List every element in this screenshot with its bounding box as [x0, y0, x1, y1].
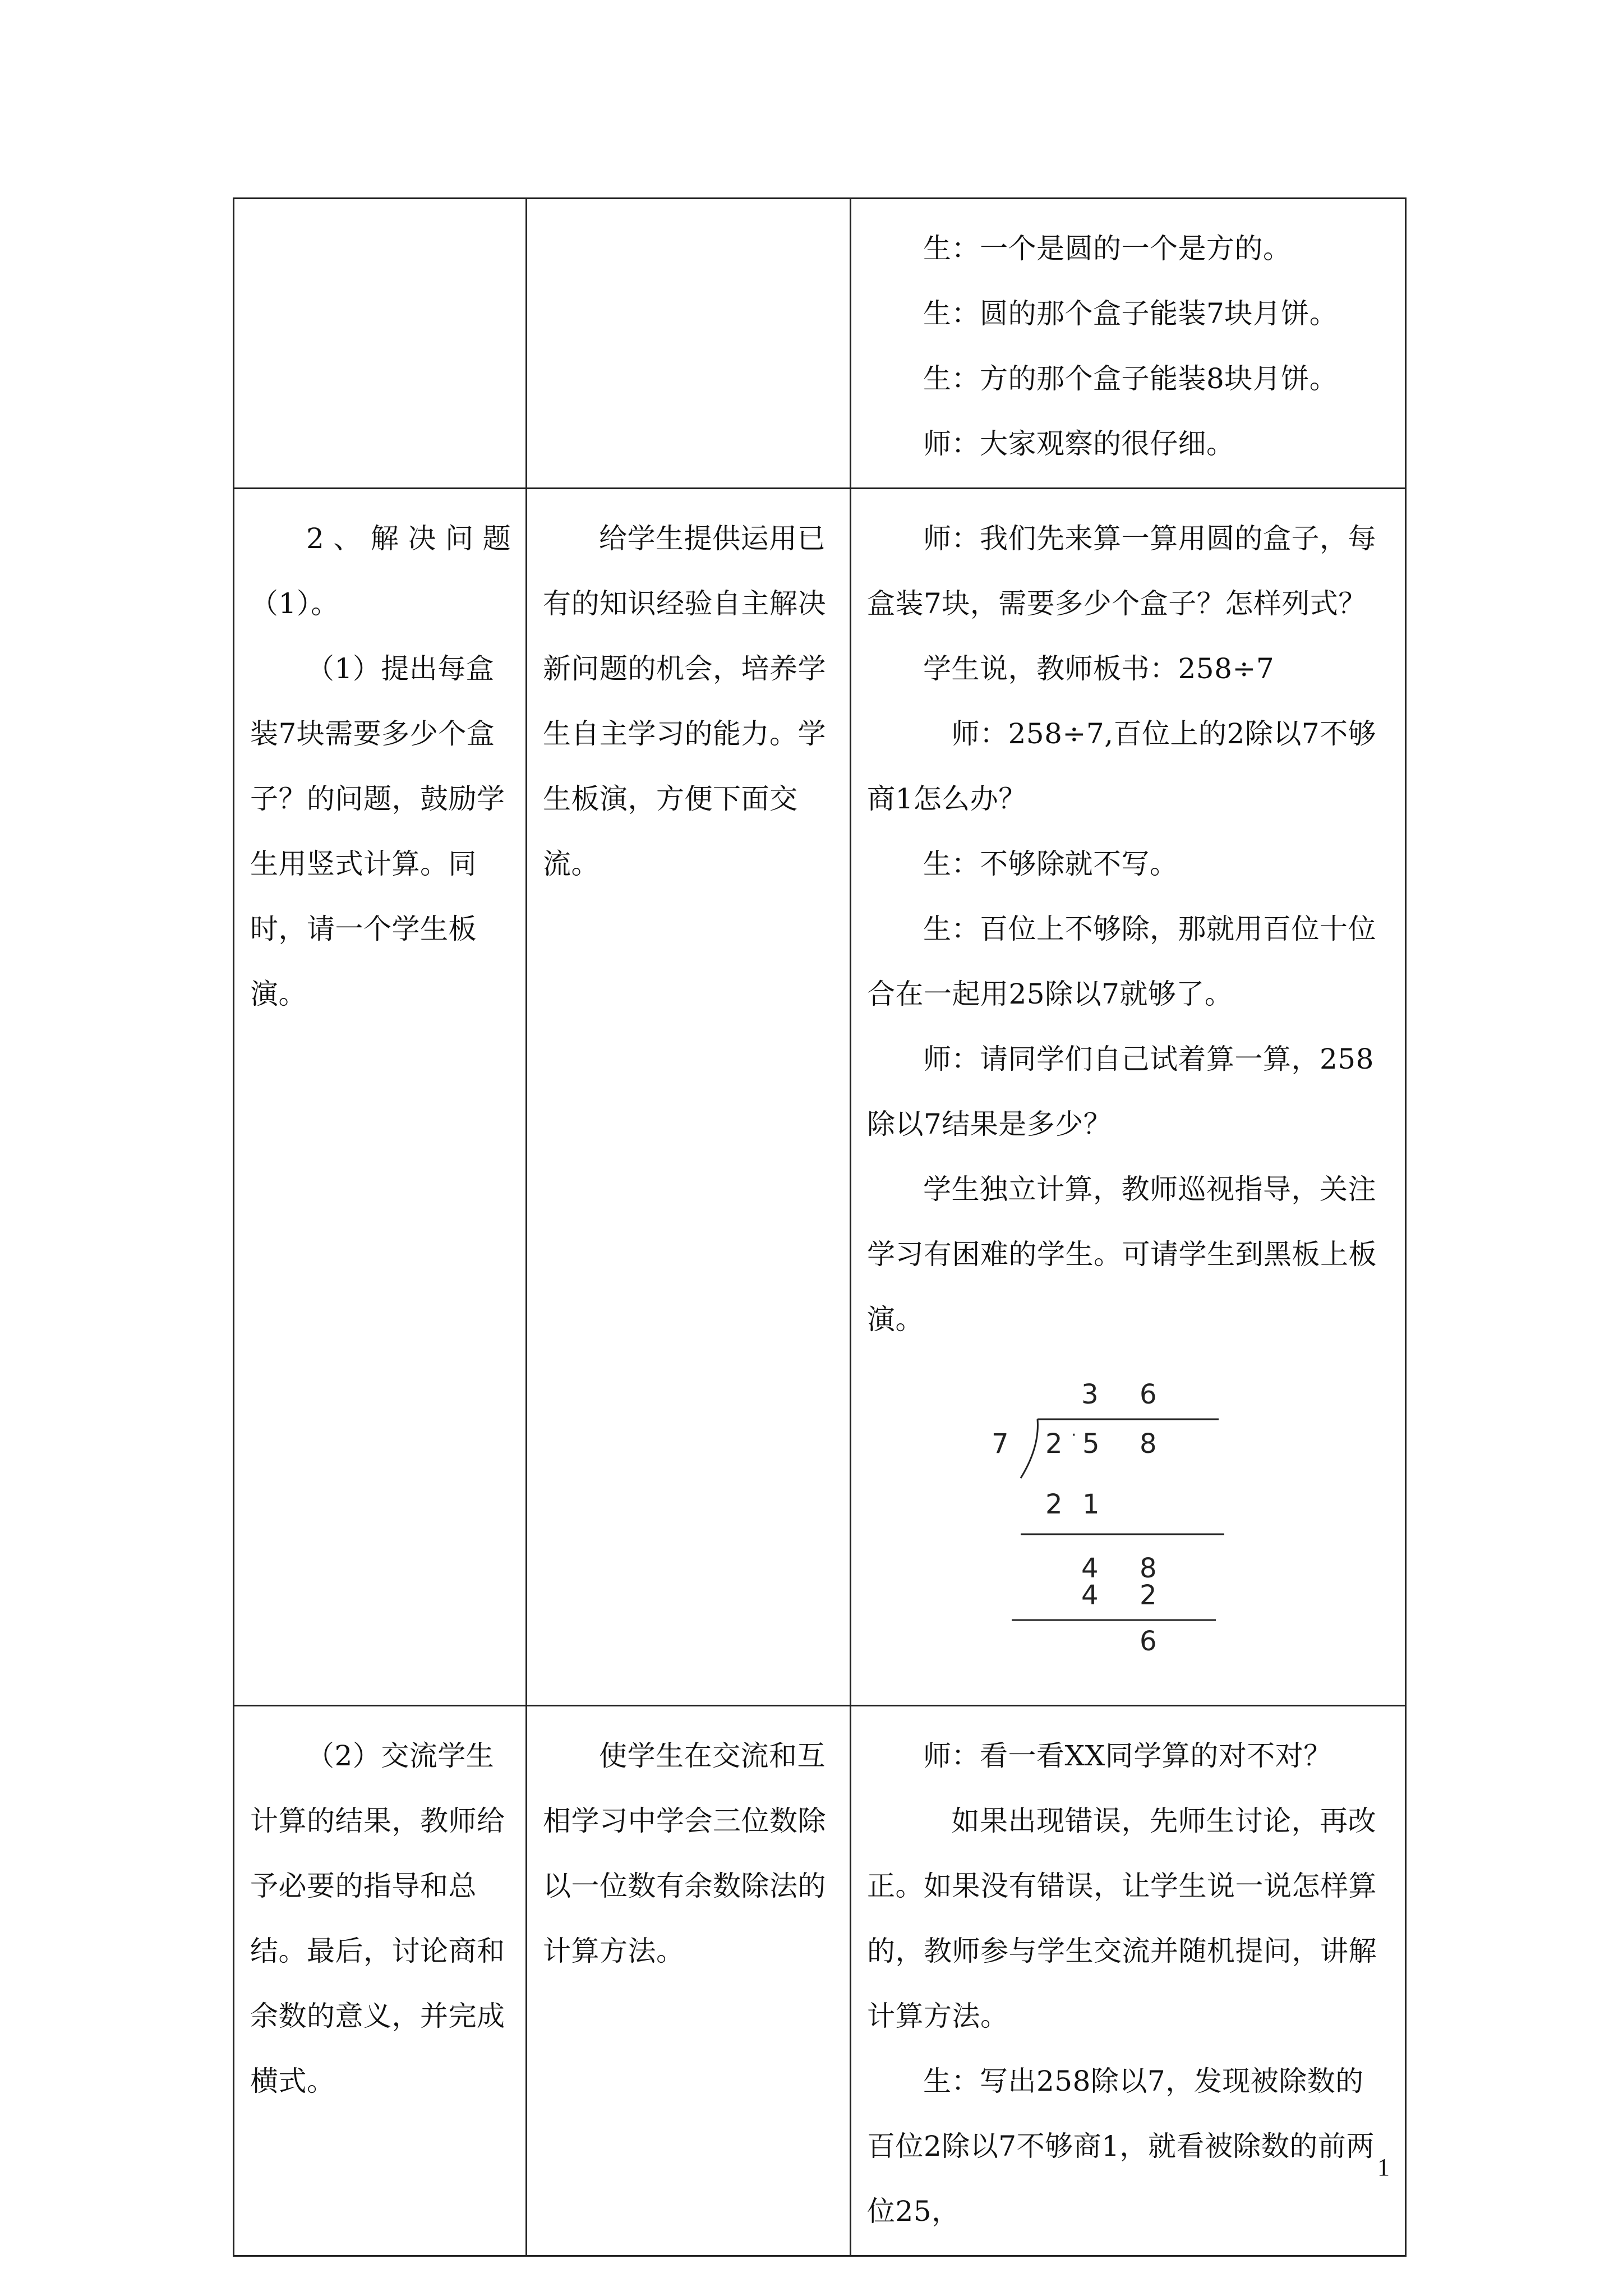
dialogue-line: 生：写出258除以7，发现被除数的百位2除以7不够商1，就看被除数的前两位25， — [867, 2065, 1375, 2228]
product-digit: 4 — [1081, 1580, 1099, 1611]
partial-digit: 8 — [1140, 1553, 1157, 1584]
dividend-digit: 5 — [1082, 1428, 1100, 1460]
dialogue-line: 生：不够除就不写。 — [923, 848, 1178, 880]
process-cell — [234, 489, 527, 1706]
dialogue-line: 生：一个是圆的一个是方的。 — [923, 232, 1292, 265]
table-row — [234, 489, 1406, 1706]
dialogue-line: 学生说，教师板书：258÷7 — [923, 652, 1275, 685]
intent-cell — [527, 489, 851, 1706]
carry-dot: · — [1071, 1425, 1077, 1445]
activity-cell — [851, 199, 1406, 489]
product-digit: 2 — [1045, 1489, 1063, 1520]
product-digit: 2 — [1140, 1580, 1157, 1611]
dialogue-line: 师：请同学们自己试着算一算，258除以7结果是多少？ — [867, 1043, 1374, 1140]
intent-text: 给学生提供运用已有的知识经验自主解决新问题的机会，培养学生自主学习的能力。学生板演，方便下面交流。 — [543, 522, 826, 880]
page-number: 1 — [1377, 2154, 1390, 2181]
product-digit: 1 — [1082, 1489, 1100, 1520]
table-row — [234, 1706, 1406, 2256]
step-description: （2）交流学生计算的结果，教师给予必要的指导和总结。最后，讨论商和余数的意义，并完成横式。 — [250, 1740, 505, 2097]
quotient-digit: 6 — [1140, 1379, 1157, 1410]
dialogue-line: 师：我们先来算一算用圆的盒子，每盒装7块，需要多少个盒子？怎样列式？ — [867, 522, 1376, 620]
dialogue-line: 师：258÷7,百位上的2除以7不够商1怎么办？ — [867, 717, 1377, 815]
process-cell — [234, 199, 527, 489]
long-division-diagram — [992, 1374, 1227, 1655]
lesson-plan-table — [233, 197, 1407, 2257]
activity-cell — [851, 1706, 1406, 2256]
intent-text: 使学生在交流和互相学习中学会三位数除以一位数有余数除法的计算方法。 — [543, 1740, 826, 1967]
dialogue-line: 学生独立计算，教师巡视指导，关注学习有困难的学生。可请学生到黑板上板演。 — [867, 1173, 1377, 1336]
step-description: （1）提出每盒装7块需要多少个盒子？的问题，鼓励学生用竖式计算。同时，请一个学生板演。 — [250, 652, 505, 1010]
dialogue-line: 生：圆的那个盒子能装7块月饼。 — [923, 297, 1338, 330]
division-bracket — [1021, 1419, 1038, 1478]
quotient-digit: 3 — [1081, 1379, 1099, 1410]
dividend-digit: 8 — [1140, 1428, 1157, 1460]
dividend-digit: 2 — [1045, 1428, 1063, 1460]
activity-cell — [851, 489, 1406, 1706]
dialogue-line: 生：方的那个盒子能装8块月饼。 — [923, 362, 1338, 395]
table-row — [234, 199, 1406, 489]
divisor: 7 — [992, 1428, 1009, 1460]
intent-cell — [527, 199, 851, 489]
step-subtitle: （1）。 — [250, 587, 339, 620]
remainder: 6 — [1140, 1626, 1157, 1655]
process-cell — [234, 1706, 527, 2256]
dialogue-line: 如果出现错误，先师生讨论，再改正。如果没有错误，让学生说一说怎样算的，教师参与学生交流并随机提问，讲解计算方法。 — [867, 1805, 1377, 2032]
step-title: 2、解决问题 — [306, 522, 511, 555]
dialogue-line: 师：大家观察的很仔细。 — [923, 427, 1235, 460]
intent-cell — [527, 1706, 851, 2256]
partial-digit: 4 — [1081, 1553, 1099, 1584]
dialogue-line: 生：百位上不够除，那就用百位十位合在一起用25除以7就够了。 — [867, 913, 1376, 1010]
dialogue-line: 师：看一看XX同学算的对不对？ — [923, 1740, 1332, 1772]
